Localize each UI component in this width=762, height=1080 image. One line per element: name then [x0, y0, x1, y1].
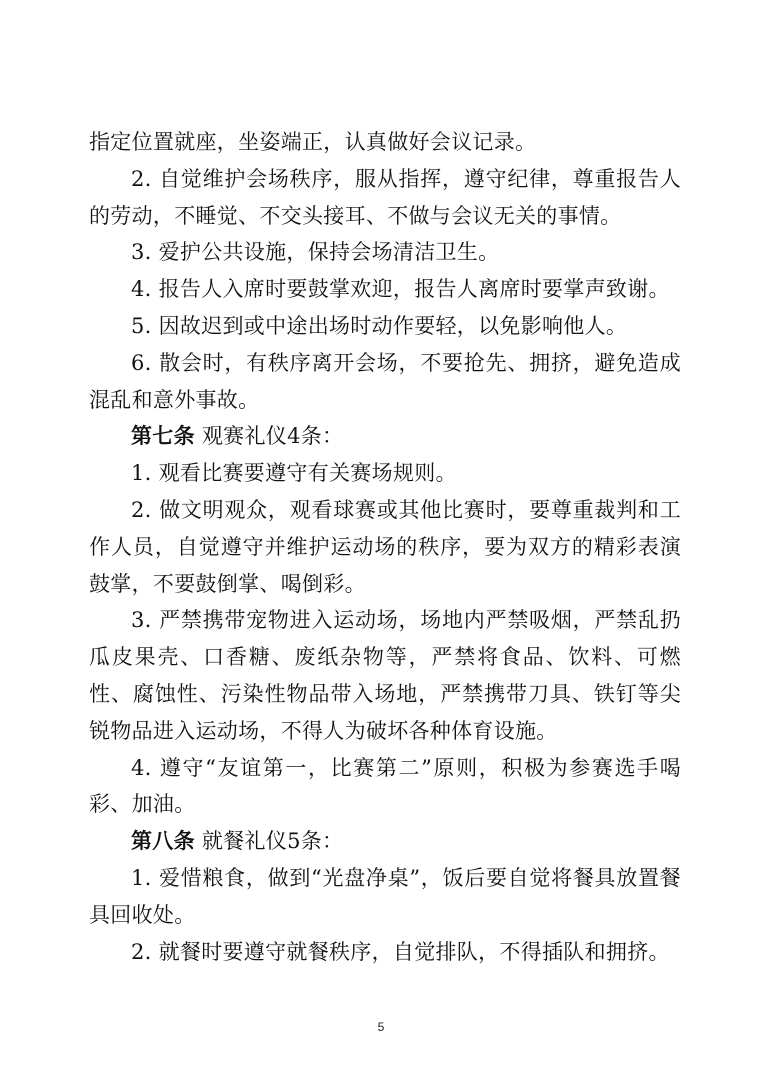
spectator-rule-1: 1. 观看比赛要遵守有关赛场规则。 [131, 461, 457, 486]
paragraph-continuation: 指定位置就座，坐姿端正，认真做好会议记录。 [89, 130, 537, 154]
page-body [89, 124, 681, 970]
dining-rule-1: 1. 爱惜粮食，做到“光盘净桌”，饭后要自觉将餐具放置餐具回收处。 [89, 865, 681, 927]
spectator-rule-2: 2. 做文明观众，观看球赛或其他比赛时，要尊重裁判和工作人员，自觉遵守并维护运动场的秩序，要为双方的精彩表演鼓掌，不要鼓倒掌、喝倒彩。 [89, 497, 681, 596]
meeting-rule-4: 4. 报告人入席时要鼓掌欢迎，报告人离席时要掌声致谢。 [131, 277, 670, 302]
dining-rule-2: 2. 就餐时要遵守就餐秩序，自觉排队，不得插队和拥挤。 [131, 939, 670, 964]
spectator-rule-3: 3. 严禁携带宠物进入运动场，场地内严禁吸烟，严禁乱扔瓜皮果壳、口香糖、废纸杂物等，严禁将食品、饮料、可燃性、腐蚀性、污染性物品带入场地，严禁携带刀具、铁钉等尖锐物品进入运动场，不得人为破坏各种体育设施。 [89, 608, 681, 743]
article-8-title: 就餐礼仪5条： [194, 829, 344, 854]
meeting-rule-5: 5. 因故迟到或中途出场时动作要轻，以免影响他人。 [131, 313, 628, 338]
article-7-heading-line [89, 418, 681, 455]
meeting-rule-3: 3. 爱护公共设施，保持会场清洁卫生。 [131, 240, 500, 265]
page-number: 5 [377, 1020, 385, 1034]
meeting-rule-6: 6. 散会时，有秩序离开会场，不要抢先、拥挤，避免造成混乱和意外事故。 [89, 350, 681, 412]
article-7-title: 观赛礼仪4条： [194, 424, 344, 449]
meeting-rule-2: 2. 自觉维护会场秩序，服从指挥，遵守纪律，尊重报告人的劳动，不睡觉、不交头接耳、不做与会议无关的事情。 [89, 166, 681, 228]
article-8-number: 第八条 [131, 829, 195, 854]
article-7-number: 第七条 [131, 424, 195, 449]
article-8-heading-line [89, 823, 681, 860]
spectator-rule-4: 4. 遵守“友谊第一，比赛第二”原则，积极为参赛选手喝彩、加油。 [89, 755, 681, 817]
